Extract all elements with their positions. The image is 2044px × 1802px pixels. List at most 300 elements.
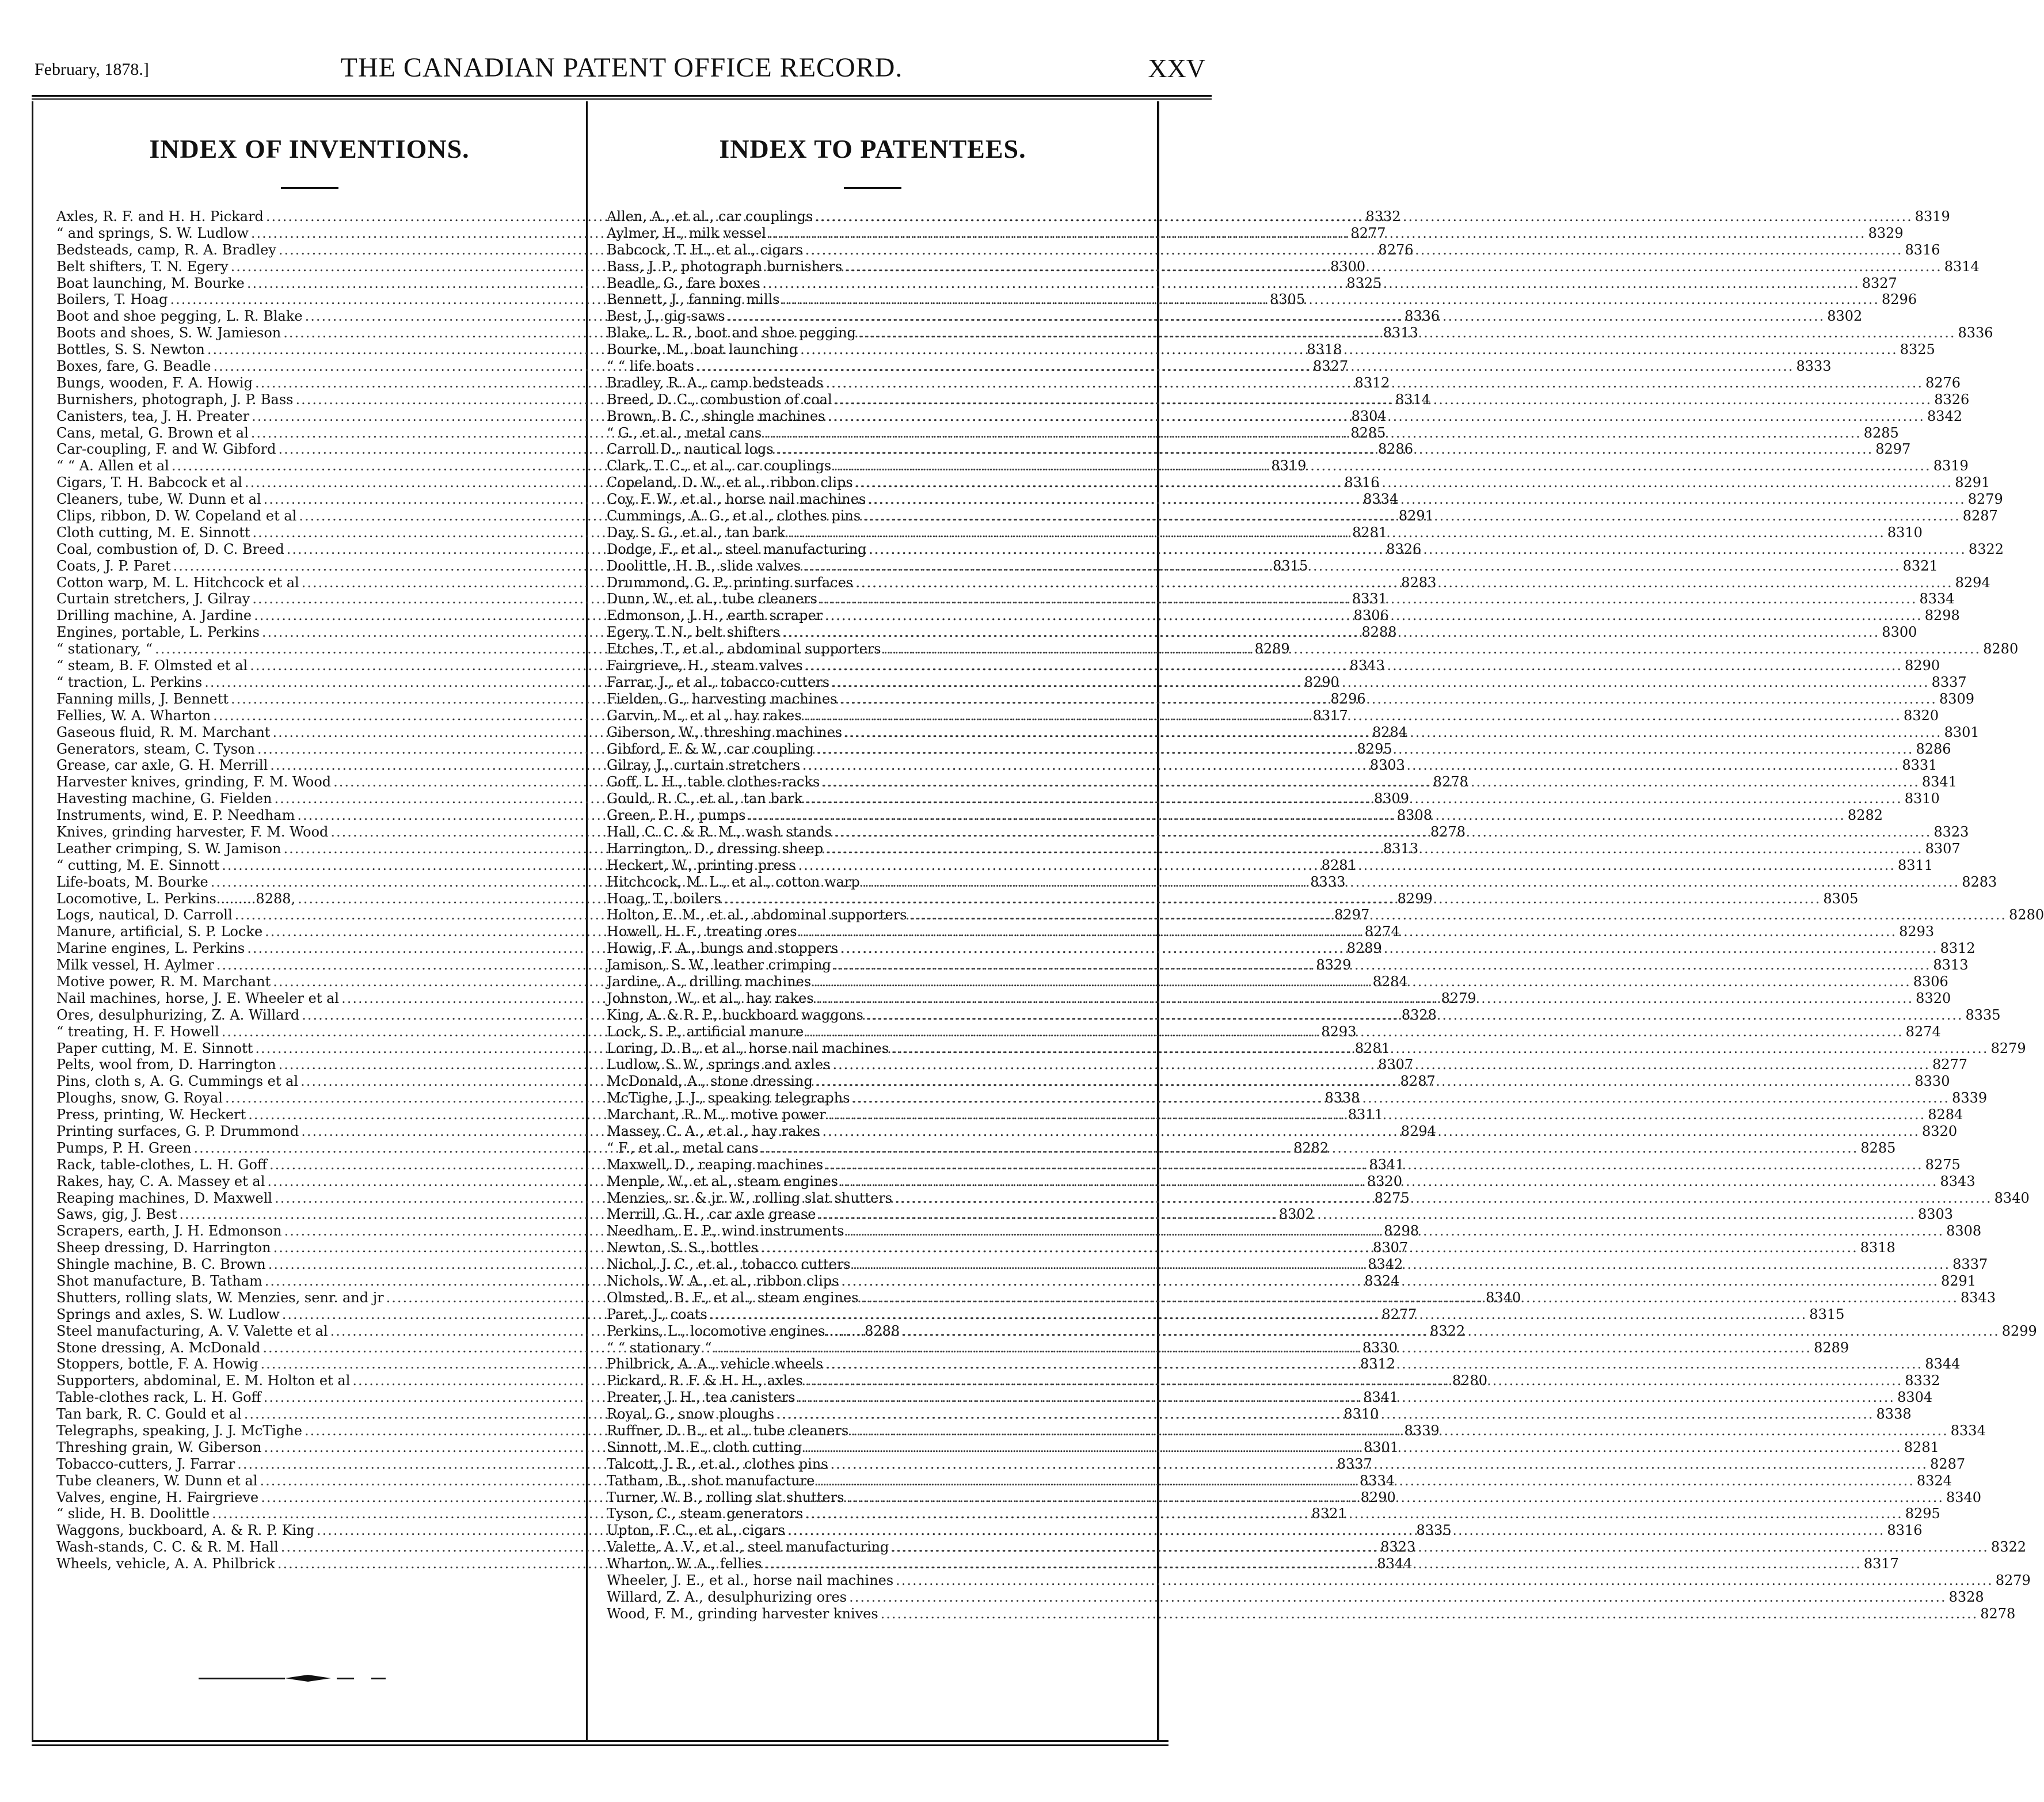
patent-number: 8324 xyxy=(1916,1472,1952,1489)
entry-text: Olmsted, B. F., et al., steam engines xyxy=(607,1289,859,1306)
patent-number: 8320 xyxy=(1916,990,1951,1006)
patentee-entry xyxy=(607,1605,2016,1622)
bottom-rule xyxy=(32,1744,1168,1746)
entry-text: Etches, T., et al., abdominal supporters xyxy=(607,641,881,657)
leader-dots xyxy=(840,940,1938,957)
leader-dots xyxy=(805,790,1902,807)
entry-text: Boots and shoes, S. W. Jamieson xyxy=(56,325,281,341)
patent-number: 8332 xyxy=(1365,208,1401,225)
leader-dots xyxy=(805,1506,1903,1522)
patent-number: 8290 xyxy=(1360,1489,1396,1506)
entry-text: Boilers, T. Hoag xyxy=(56,291,168,308)
page-number: XXV xyxy=(1148,54,1205,83)
entry-text: Bennett, J., fanning mills xyxy=(607,291,780,308)
patent-number: 8277 xyxy=(1932,1056,1968,1073)
entry-text: Edmonson, J. H., earth scraper xyxy=(607,607,823,624)
leader-dots xyxy=(902,1323,2000,1340)
patent-number: 8299 xyxy=(1397,890,1433,907)
leader-dots xyxy=(816,990,1914,1007)
entry-text: Bradley, R. A., camp bedsteads xyxy=(607,374,824,391)
leader-dots xyxy=(805,1373,1903,1389)
entry-text: Coy, F. W., et al., horse nail machines xyxy=(607,491,866,508)
patent-number: 8327 xyxy=(1313,358,1349,375)
leader-dots xyxy=(825,1356,1923,1373)
patent-number: 8328 xyxy=(1948,1588,1984,1605)
patent-number: 8319 xyxy=(1933,458,1969,474)
entry-text: Boot and shoe pegging, L. R. Blake xyxy=(56,308,303,325)
patent-number: 8280 xyxy=(1452,1373,1487,1389)
entry-text: Menzies, sr. & jr. W., rolling slat shutters xyxy=(607,1189,893,1206)
leader-dots xyxy=(800,923,1897,940)
patent-number: 8315 xyxy=(1273,557,1308,574)
entry-text: Instruments, wind, E. P. Needham xyxy=(56,807,295,824)
entry-text: Tube cleaners, W. Dunn et al xyxy=(56,1472,258,1489)
patent-number: 8284 xyxy=(1372,724,1408,740)
leader-dots xyxy=(851,1423,1948,1439)
patent-number: 8313 xyxy=(1383,840,1419,857)
patent-number: 8293 xyxy=(1899,923,1935,940)
patent-number: 8342 xyxy=(1368,1256,1403,1273)
entry-text: Babcock, T. H., et al., cigars xyxy=(607,241,803,258)
leader-dots xyxy=(844,724,1942,741)
entry-text: Wheels, vehicle, A. A. Philbrick xyxy=(56,1556,275,1572)
patent-number: 8337 xyxy=(1337,1455,1372,1472)
patent-number: 8290 xyxy=(1304,674,1339,690)
entry-text: Bungs, wooden, F. A. Howig xyxy=(56,374,253,391)
entry-text: “ “ A. Allen et al xyxy=(56,458,169,474)
patent-number: 8334 xyxy=(1363,491,1399,508)
patent-number: 8281 xyxy=(1354,1040,1390,1056)
patent-number: 8281 xyxy=(1321,857,1357,873)
patent-number: 8279 xyxy=(1995,1572,2031,1589)
leader-dots xyxy=(834,824,1932,841)
patent-number: 8322 xyxy=(1430,1322,1466,1339)
entry-text: Bourke, M., boat launching xyxy=(607,341,798,358)
entry-text: Drummond, G. P., printing surfaces xyxy=(607,574,854,591)
leader-dots xyxy=(776,441,1874,458)
patent-number: 8330 xyxy=(1362,1339,1398,1356)
entry-text: Fairgrieve, H., steam valves xyxy=(607,657,803,674)
patent-number: 8336 xyxy=(1958,325,1993,341)
entry-text: Springs and axles, S. W. Ludlow xyxy=(56,1306,280,1322)
leader-dots xyxy=(825,375,1923,391)
patent-number: 8344 xyxy=(1925,1356,1961,1373)
patent-number: 8316 xyxy=(1905,241,1940,258)
leader-dots xyxy=(760,1240,1858,1256)
patent-number: 8274 xyxy=(1905,1023,1941,1040)
entry-text: Printing surfaces, G. P. Drummond xyxy=(56,1123,299,1139)
entry-text: Wood, F. M., grinding harvester knives xyxy=(607,1605,878,1622)
leader-dots xyxy=(805,657,1903,674)
patent-number: 8331 xyxy=(1352,591,1387,607)
patent-number: 8323 xyxy=(1933,823,1969,840)
entry-text: Massey, C. A., et al., hay rakes xyxy=(607,1123,820,1139)
entry-text: Saws, gig, J. Best xyxy=(56,1206,177,1223)
entry-text: Cans, metal, G. Brown et al xyxy=(56,424,249,441)
journal-title: THE CANADIAN PATENT OFFICE RECORD. xyxy=(340,52,903,83)
entry-text: Havesting machine, G. Fielden xyxy=(56,790,272,807)
entry-text: Fellies, W. A. Wharton xyxy=(56,707,211,724)
entry-text: Paper cutting, M. E. Sinnott xyxy=(56,1040,253,1056)
leader-dots xyxy=(832,1056,1930,1073)
patentees-heading: INDEX TO PATENTEES. xyxy=(719,134,1026,164)
entry-text: Merrill, G. H., car axle grease xyxy=(607,1206,816,1223)
patent-number: 8287 xyxy=(1400,1073,1436,1090)
leader-dots xyxy=(805,242,1903,258)
entry-text: “ stationary, “ xyxy=(56,641,153,657)
patent-number: 8299 xyxy=(2001,1322,2037,1339)
patentee-entry xyxy=(607,1572,2031,1589)
leader-dots xyxy=(782,624,1880,641)
leader-dots xyxy=(861,1290,1958,1306)
entry-text: Boat launching, M. Bourke xyxy=(56,275,245,291)
patent-number: 8284 xyxy=(1928,1107,1963,1123)
leader-dots xyxy=(828,408,1925,425)
patent-number: 8333 xyxy=(1310,873,1346,890)
patent-number: 8285 xyxy=(1350,424,1386,441)
patent-number: 8326 xyxy=(1386,541,1422,557)
patent-number: 8286 xyxy=(1916,740,1951,757)
entry-text: “ “ life boats xyxy=(607,358,694,375)
entry-text: Best, J., gig-saws xyxy=(607,308,725,325)
patent-number: 8293 xyxy=(1321,1023,1357,1040)
entry-text: Ploughs, snow, G. Royal xyxy=(56,1090,223,1107)
patent-number: 8318 xyxy=(1307,341,1342,358)
entry-text: Garvin, M., et al , hay rakes xyxy=(607,707,802,724)
leader-dots xyxy=(806,1024,1904,1040)
entry-text: Nichol, J. C., et al., tobacco cutters xyxy=(607,1256,851,1273)
entry-text: Rakes, hay, C. A. Massey et al xyxy=(56,1173,265,1189)
leader-dots xyxy=(839,691,1937,708)
patent-number: 8278 xyxy=(1433,774,1468,790)
entry-text: Car-coupling, F. and W. Gibford xyxy=(56,441,276,458)
entry-text: Maxwell, D., reaping machines xyxy=(607,1156,824,1173)
entry-text: Wharton, W. A., fellies xyxy=(607,1556,762,1572)
leader-dots xyxy=(891,1040,1989,1057)
patent-number: 8300 xyxy=(1330,258,1366,275)
patent-number: 8336 xyxy=(1404,308,1440,325)
entry-text: Scrapers, earth, J. H. Edmonson xyxy=(56,1223,282,1240)
leader-dots xyxy=(853,1256,1951,1273)
entry-text: Brown, B. C., shingle machines xyxy=(607,408,825,424)
entry-text: Giberson, W., threshing machines xyxy=(607,724,843,740)
entry-text: Fanning mills, J. Bennett xyxy=(56,690,229,707)
patent-number: 8298 xyxy=(1384,1223,1419,1240)
entry-text: Grease, car axle, G. H. Merrill xyxy=(56,757,268,774)
entry-text: Breed, D. C., combustion of coal xyxy=(607,391,832,408)
entry-text: Wheeler, J. E., et al., horse nail machines xyxy=(607,1572,894,1589)
patent-number: 8322 xyxy=(1968,541,2004,557)
entry-text: Press, printing, W. Heckert xyxy=(56,1107,246,1123)
entry-text: Paret, J., coats xyxy=(607,1306,707,1322)
patent-number: 8282 xyxy=(1293,1139,1329,1156)
patent-number: 8322 xyxy=(1990,1539,2026,1556)
patent-number: 8338 xyxy=(1324,1090,1360,1107)
patent-number: 8316 xyxy=(1344,474,1380,491)
patent-number: 8289 xyxy=(1814,1339,1849,1356)
patent-number: 8339 xyxy=(1404,1423,1440,1439)
entry-text: Curtain stretchers, J. Gilray xyxy=(56,591,250,607)
entry-text: Axles, R. F. and H. H. Pickard xyxy=(56,208,264,225)
entry-text: Hoag, T., boilers xyxy=(607,890,721,907)
entry-text: Turner, W. B., rolling slat shutters xyxy=(607,1489,844,1506)
leader-dots xyxy=(862,874,1960,891)
patent-number: 8343 xyxy=(1940,1173,1976,1189)
leader-dots xyxy=(896,1572,1993,1589)
patent-number: 8341 xyxy=(1369,1156,1404,1173)
leader-dots xyxy=(803,558,1901,575)
entry-text: Upton, F. C., et al., cigars xyxy=(607,1522,785,1539)
patent-number: 8324 xyxy=(1364,1273,1400,1289)
patent-number: 8275 xyxy=(1374,1189,1410,1206)
leader-dots xyxy=(849,1589,1947,1606)
entry-text: Supporters, abdominal, E. M. Holton et al xyxy=(56,1373,351,1389)
entry-text: Shingle machine, B. C. Brown xyxy=(56,1256,266,1273)
entry-text: Ruffner, D. B., et al., tube cleaners xyxy=(607,1423,849,1439)
entry-text: Marine engines, L. Perkins xyxy=(56,940,245,957)
entry-text: Milk vessel, H. Aylmer xyxy=(56,957,214,974)
entry-text: McDonald, A., stone dressing xyxy=(607,1073,813,1090)
patentees-list xyxy=(589,208,2044,1622)
patent-number: 8291 xyxy=(1940,1273,1977,1289)
entry-text: Gould, R. C., et al., tan bark xyxy=(607,790,803,807)
entry-text: Tan bark, R. C. Gould et al xyxy=(56,1406,242,1423)
entry-text: Gaseous fluid, R. M. Marchant xyxy=(56,724,271,740)
patent-number: 8283 xyxy=(1401,574,1437,591)
entry-text: Stoppers, bottle, F. A. Howig xyxy=(56,1356,258,1373)
entry-text: Boxes, fare, G. Beadle xyxy=(56,358,211,375)
entry-text: Harvester knives, grinding, F. M. Wood xyxy=(56,774,332,790)
patent-number: 8294 xyxy=(1400,1123,1436,1139)
entry-text: “ G., et al., metal cans xyxy=(607,424,762,441)
patent-number: 8297 xyxy=(1334,907,1370,923)
patent-number: 8317 xyxy=(1312,707,1348,724)
entry-text: Tobacco-cutters, J. Farrar xyxy=(56,1455,235,1472)
patent-number: 8276 xyxy=(1378,241,1414,258)
patent-number: 8344 xyxy=(1377,1556,1413,1572)
patent-number: 8295 xyxy=(1357,740,1392,757)
entry-text: Drilling machine, A. Jardine xyxy=(56,607,252,624)
entry-text: Perkins, L., locomotive engines.........8288 xyxy=(607,1322,900,1339)
leader-dots xyxy=(858,325,1956,341)
entry-text: Philbrick, A. A., vehicle wheels xyxy=(607,1356,823,1373)
entry-text: Ores, desulphurizing, Z. A. Willard xyxy=(56,1006,300,1023)
entry-text: McTighe, J. J., speaking telegraphs xyxy=(607,1090,850,1107)
inventions-heading: INDEX OF INVENTIONS. xyxy=(149,134,470,164)
leader-dots xyxy=(909,907,2007,923)
patent-number: 8302 xyxy=(1827,308,1863,325)
patent-number: 8313 xyxy=(1933,957,1969,974)
patent-number: 8337 xyxy=(1931,674,1967,690)
entry-text: Hall, C. C. & R. M., wash stands xyxy=(607,823,832,840)
entry-text: Telegraphs, speaking, J. J. McTighe xyxy=(56,1423,303,1439)
leader-dots xyxy=(777,1406,1874,1423)
patent-number: 8340 xyxy=(1486,1289,1521,1306)
leader-dots xyxy=(822,1123,1920,1140)
entry-text: Rack, table-clothes, L. H. Goff xyxy=(56,1156,267,1173)
patent-number: 8341 xyxy=(1921,774,1957,790)
patent-number: 8317 xyxy=(1863,1556,1899,1572)
patent-number: 8279 xyxy=(1967,491,2003,508)
patent-number: 8312 xyxy=(1354,374,1390,391)
leader-dots xyxy=(816,741,1914,758)
leader-dots xyxy=(863,508,1961,524)
heading-dash xyxy=(281,187,338,189)
entry-text: Nail machines, horse, J. E. Wheeler et al xyxy=(56,990,340,1006)
running-head xyxy=(35,52,1209,86)
entry-text: Tatham, B., shot manufacture xyxy=(607,1472,815,1489)
tailpiece-ornament xyxy=(199,1672,440,1684)
entry-text: Clark, T. C., et al., car couplings xyxy=(607,458,832,474)
entry-text: Threshing grain, W. Giberson xyxy=(56,1439,262,1455)
leader-dots xyxy=(818,1206,1916,1223)
entry-text: Clips, ribbon, D. W. Copeland et al xyxy=(56,508,297,524)
leader-dots xyxy=(748,807,1845,824)
leader-dots xyxy=(833,957,1931,974)
patent-number: 8330 xyxy=(1914,1073,1950,1090)
entry-text: Hitchcock, M. L., et al., cotton warp xyxy=(607,873,860,890)
patent-number: 8342 xyxy=(1927,408,1963,424)
leader-dots xyxy=(840,1173,1938,1190)
leader-dots xyxy=(835,391,1932,408)
leader-dots xyxy=(881,1606,1978,1622)
patent-number: 8329 xyxy=(1868,225,1904,241)
patent-number: 8335 xyxy=(1416,1522,1452,1539)
patent-number: 8333 xyxy=(1796,358,1832,375)
entry-text: Coal, combustion of, D. C. Breed xyxy=(56,541,284,557)
entry-text: Holton, E. M., et al., abdominal supporters xyxy=(607,907,907,923)
patent-number: 8281 xyxy=(1904,1439,1939,1455)
patent-number: 8284 xyxy=(1372,973,1408,990)
entry-text: Pumps, P. H. Green xyxy=(56,1139,192,1156)
patent-number: 8338 xyxy=(1876,1406,1912,1423)
leader-dots xyxy=(891,1539,1989,1556)
leader-dots xyxy=(817,1473,1914,1489)
leader-dots xyxy=(815,208,1913,225)
patent-number: 8309 xyxy=(1373,790,1410,807)
entry-text: Willard, Z. A., desulphurizing ores xyxy=(607,1588,847,1605)
entry-text: Howig, F. A., bungs and stoppers xyxy=(607,940,839,957)
entry-text: Gilray, J., curtain stretchers xyxy=(607,757,800,774)
patent-number: 8341 xyxy=(1363,1389,1399,1406)
leader-dots xyxy=(724,891,1821,907)
leader-dots xyxy=(841,1273,1939,1290)
leader-dots xyxy=(768,225,1866,242)
patent-number: 8285 xyxy=(1863,424,1899,441)
patent-number: 8304 xyxy=(1897,1389,1933,1406)
patent-number: 8303 xyxy=(1918,1206,1954,1223)
entry-text: Beadle, G., fare boxes xyxy=(607,275,760,291)
entry-text: Carroll D., nautical logs xyxy=(607,441,774,458)
leader-dots xyxy=(846,1489,1944,1506)
leader-dots xyxy=(714,1340,1812,1356)
entry-text: Ludlow, S. W., springs and axles xyxy=(607,1056,831,1073)
entry-text: Canisters, tea, J. H. Preater xyxy=(56,408,250,424)
leader-dots xyxy=(855,474,1953,491)
patentee-entry xyxy=(607,424,1899,442)
patent-number: 8307 xyxy=(1373,1240,1409,1256)
patent-number: 8306 xyxy=(1913,973,1948,990)
patent-number: 8279 xyxy=(1441,990,1476,1006)
patent-number: 8307 xyxy=(1925,840,1961,857)
entry-text: “ traction, L. Perkins xyxy=(56,674,203,690)
patent-number: 8310 xyxy=(1887,524,1923,541)
entry-text: Johnston, W., et al., hay rakes xyxy=(607,990,814,1006)
patent-number: 8334 xyxy=(1359,1472,1395,1489)
patent-number: 8339 xyxy=(1952,1090,1988,1107)
leader-dots xyxy=(761,1140,1859,1157)
patent-number: 8315 xyxy=(1809,1306,1845,1322)
entry-text: Pins, cloth s, A. G. Cummings et al xyxy=(56,1073,299,1090)
leader-dots xyxy=(831,1456,1928,1473)
patent-number: 8314 xyxy=(1395,391,1431,408)
issue-date: February, 1878.] xyxy=(35,60,149,79)
patent-number: 8312 xyxy=(1360,1356,1396,1373)
patent-number: 8319 xyxy=(1914,208,1950,225)
entry-text: Bass, J. P., photograph burnishers xyxy=(607,258,843,275)
leader-dots xyxy=(728,308,1825,325)
entry-text: Tyson, C., steam generators xyxy=(607,1506,804,1522)
entry-text: Green, P. H., pumps xyxy=(607,807,746,824)
leader-dots xyxy=(868,491,1966,508)
entry-text: “ steam, B. F. Olmsted et al xyxy=(56,657,248,674)
entry-text: “ cutting, M. E. Sinnott xyxy=(56,857,220,873)
entry-text: Pickard, R. F. & H. H., axles xyxy=(607,1373,803,1389)
entry-text: Engines, portable, L. Perkins xyxy=(56,624,260,641)
entry-text: Egery, T. N., belt shifters xyxy=(607,624,780,641)
entry-text: King, A. & R. P., buckboard waggons xyxy=(607,1006,863,1023)
entry-text: Belt shifters, T. N. Egery xyxy=(56,258,229,275)
leader-dots xyxy=(822,774,1920,790)
patent-number: 8311 xyxy=(1898,857,1933,873)
leader-dots xyxy=(825,841,1923,857)
patent-number: 8343 xyxy=(1961,1289,1996,1306)
entry-text: Loring, D. B., et al., horse nail machines xyxy=(607,1040,889,1056)
leader-dots xyxy=(764,1556,1862,1572)
patent-number: 8298 xyxy=(1924,607,1960,624)
patent-number: 8282 xyxy=(1847,807,1883,824)
patent-number: 8310 xyxy=(1904,790,1940,807)
patent-number: 8308 xyxy=(1946,1223,1982,1240)
entry-text: Stone dressing, A. McDonald xyxy=(56,1339,261,1356)
entry-text: Locomotive, L. Perkins.........8288, xyxy=(56,890,296,907)
patent-number: 8327 xyxy=(1862,275,1897,291)
leader-dots xyxy=(815,1073,1913,1090)
patent-number: 8274 xyxy=(1364,923,1400,940)
entry-text: Needham, E. P., wind instruments xyxy=(607,1223,844,1240)
entry-text: Cleaners, tube, W. Dunn et al xyxy=(56,491,261,508)
entry-text: Allen, A., et al., car couplings xyxy=(607,208,813,225)
patent-number: 8325 xyxy=(1900,341,1935,358)
patent-number: 8328 xyxy=(1401,1006,1437,1023)
leader-dots xyxy=(798,1389,1895,1406)
entry-text: Doolittle, H. B., slide valves xyxy=(607,557,801,574)
patent-number: 8276 xyxy=(1925,374,1961,391)
patent-number: 8329 xyxy=(1316,957,1352,974)
entry-text: Life-boats, M. Bourke xyxy=(56,873,208,890)
patent-number: 8290 xyxy=(1905,657,1940,674)
patent-number: 8301 xyxy=(1363,1439,1399,1455)
entry-text: Fielden, G., harvesting machines xyxy=(607,690,838,707)
patent-number: 8305 xyxy=(1823,890,1859,907)
entry-text: Valette, A. V., et al., steel manufacturing xyxy=(607,1539,889,1556)
entry-text: Generators, steam, C. Tyson xyxy=(56,740,255,757)
patent-number: 8303 xyxy=(1369,757,1405,774)
leader-dots xyxy=(804,708,1902,724)
entry-text: Manure, artificial, S. P. Locke xyxy=(56,923,263,940)
patent-number: 8337 xyxy=(1952,1256,1988,1273)
leader-dots xyxy=(787,1522,1885,1539)
